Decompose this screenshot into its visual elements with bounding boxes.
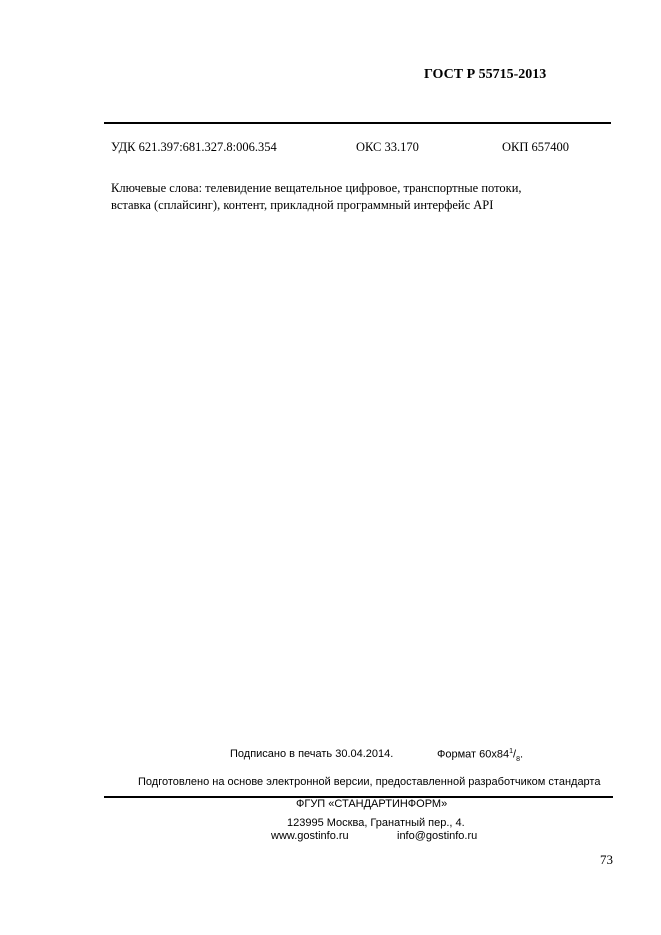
signed-to-print: Подписано в печать 30.04.2014. [230,748,394,760]
keywords-block [111,180,571,214]
header-divider [104,122,611,124]
print-format [437,748,523,763]
publisher-name: ФГУП «СТАНДАРТИНФОРМ» [296,798,448,810]
format-suffix: . [519,748,524,761]
format-slash: / [513,748,517,761]
keywords-line-1: Ключевые слова: телевидение вещательное цифровое, транспортные потоки, [111,181,522,195]
prepared-note: Подготовлено на основе электронной версии, предоставленной разработчиком стандарта [138,776,601,788]
page-number: 73 [600,852,613,867]
publisher-website[interactable]: www.gostinfo.ru [271,830,349,842]
format-prefix: Формат 60x84 [437,748,510,761]
oks-code: ОКС 33.170 [356,140,419,154]
udk-code: УДК 621.397:681.327.8:006.354 [111,140,277,154]
okp-code: ОКП 657400 [502,140,570,154]
publisher-email[interactable]: info@gostinfo.ru [397,830,478,842]
keywords-line-2: вставка (сплайсинг), контент, прикладной программный интерфейс API [111,198,494,212]
publisher-address: 123995 Москва, Гранатный пер., 4. [287,817,465,829]
standard-designation: ГОСТ Р 55715-2013 [424,67,547,82]
format-numerator: 1 [509,748,514,755]
format-denominator: 8 [516,755,520,763]
